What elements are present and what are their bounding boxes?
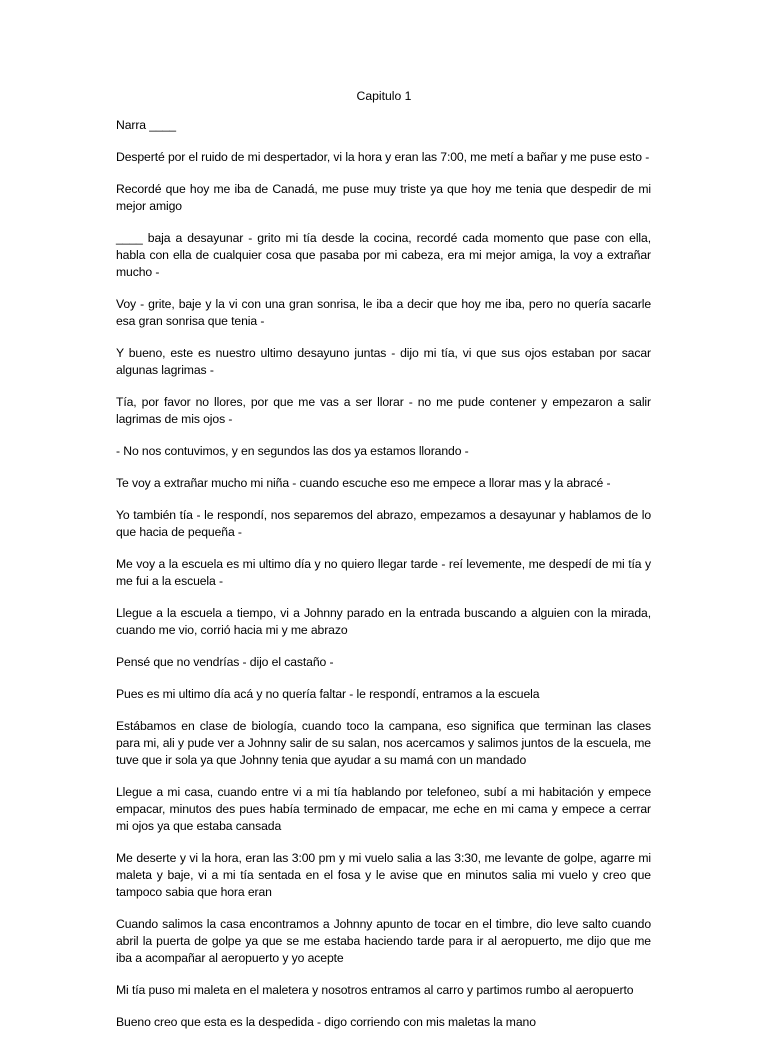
- chapter-title: Capitulo 1: [356, 89, 412, 103]
- paragraph: Recordé que hoy me iba de Canadá, me puse muy triste ya que hoy me tenia que despedir de mi mejor amigo: [116, 182, 651, 213]
- paragraph: - No nos contuvimos, y en segundos las dos ya estamos llorando -: [116, 444, 469, 458]
- paragraph: Me voy a la escuela es mi ultimo día y no quiero llegar tarde - reí levemente, me despedí de mi tía y me fui a la escuela -: [116, 557, 651, 588]
- paragraph: Bueno creo que esta es la despedida - digo corriendo con mis maletas la mano: [116, 1015, 536, 1029]
- paragraph: Cuando salimos la casa encontramos a Johnny apunto de tocar en el timbre, dio leve salto cuando abril la puerta de golpe ya que se me estaba haciendo tarde para ir al aeropuerto, me dijo que me iba a acompañar al aeropuerto y yo acepte: [116, 917, 651, 965]
- paragraph: Llegue a la escuela a tiempo, vi a Johnny parado en la entrada buscando a alguien con la mirada, cuando me vio, corrió hacia mi y me abrazo: [116, 606, 651, 637]
- document-body: [116, 117, 651, 1046]
- paragraph: Estábamos en clase de biología, cuando toco la campana, eso significa que terminan las clases para mi, ali y pude ver a Johnny salir de su salan, nos acercamos y salimos juntos de la escuela, me tuve que ir sola ya que Johnny tenia que ayudar a su mamá con un mandado: [116, 719, 651, 767]
- paragraph: Narra ____: [116, 118, 176, 132]
- paragraph: Pensé que no vendrías - dijo el castaño -: [116, 655, 334, 669]
- paragraph: Te voy a extrañar mucho mi niña - cuando escuche eso me empece a llorar mas y la abracé -: [116, 476, 611, 490]
- paragraph: Voy - grite, baje y la vi con una gran sonrisa, le iba a decir que hoy me iba, pero no quería sacarle esa gran sonrisa que tenia -: [116, 297, 651, 328]
- paragraph: Tía, por favor no llores, por que me vas a ser llorar - no me pude contener y empezaron a salir lagrimas de mis ojos -: [116, 395, 651, 426]
- paragraph: Mi tía puso mi maleta en el maletera y nosotros entramos al carro y partimos rumbo al aeropuerto: [116, 983, 634, 997]
- paragraph: Yo también tía - le respondí, nos separemos del abrazo, empezamos a desayunar y hablamos de lo que hacia de pequeña -: [116, 508, 651, 539]
- paragraph: ____ baja a desayunar - grito mi tía desde la cocina, recordé cada momento que pase con ella, habla con ella de cualquier cosa que pasaba por mi cabeza, era mi mejor amiga, la voy a extrañar mucho -: [116, 231, 651, 279]
- paragraph: Me deserte y vi la hora, eran las 3:00 pm y mi vuelo salia a las 3:30, me levante de golpe, agarre mi maleta y baje, vi a mi tía sentada en el fosa y le avise que en minutos salia mi vuelo y creo que tampoco sabia que hora eran: [116, 851, 651, 899]
- paragraph: Y bueno, este es nuestro ultimo desayuno juntas - dijo mi tía, vi que sus ojos estaban por sacar algunas lagrimas -: [116, 346, 651, 377]
- paragraph: Pues es mi ultimo día acá y no quería faltar - le respondí, entramos a la escuela: [116, 687, 540, 701]
- paragraph: Desperté por el ruido de mi despertador, vi la hora y eran las 7:00, me metí a bañar y me puse esto -: [116, 150, 650, 164]
- paragraph: Llegue a mi casa, cuando entre vi a mi tía hablando por telefoneo, subí a mi habitación y empece empacar, minutos des pues había terminado de empacar, me eche en mi cama y empece a cerrar mi ojos ya que estaba cansada: [116, 785, 651, 833]
